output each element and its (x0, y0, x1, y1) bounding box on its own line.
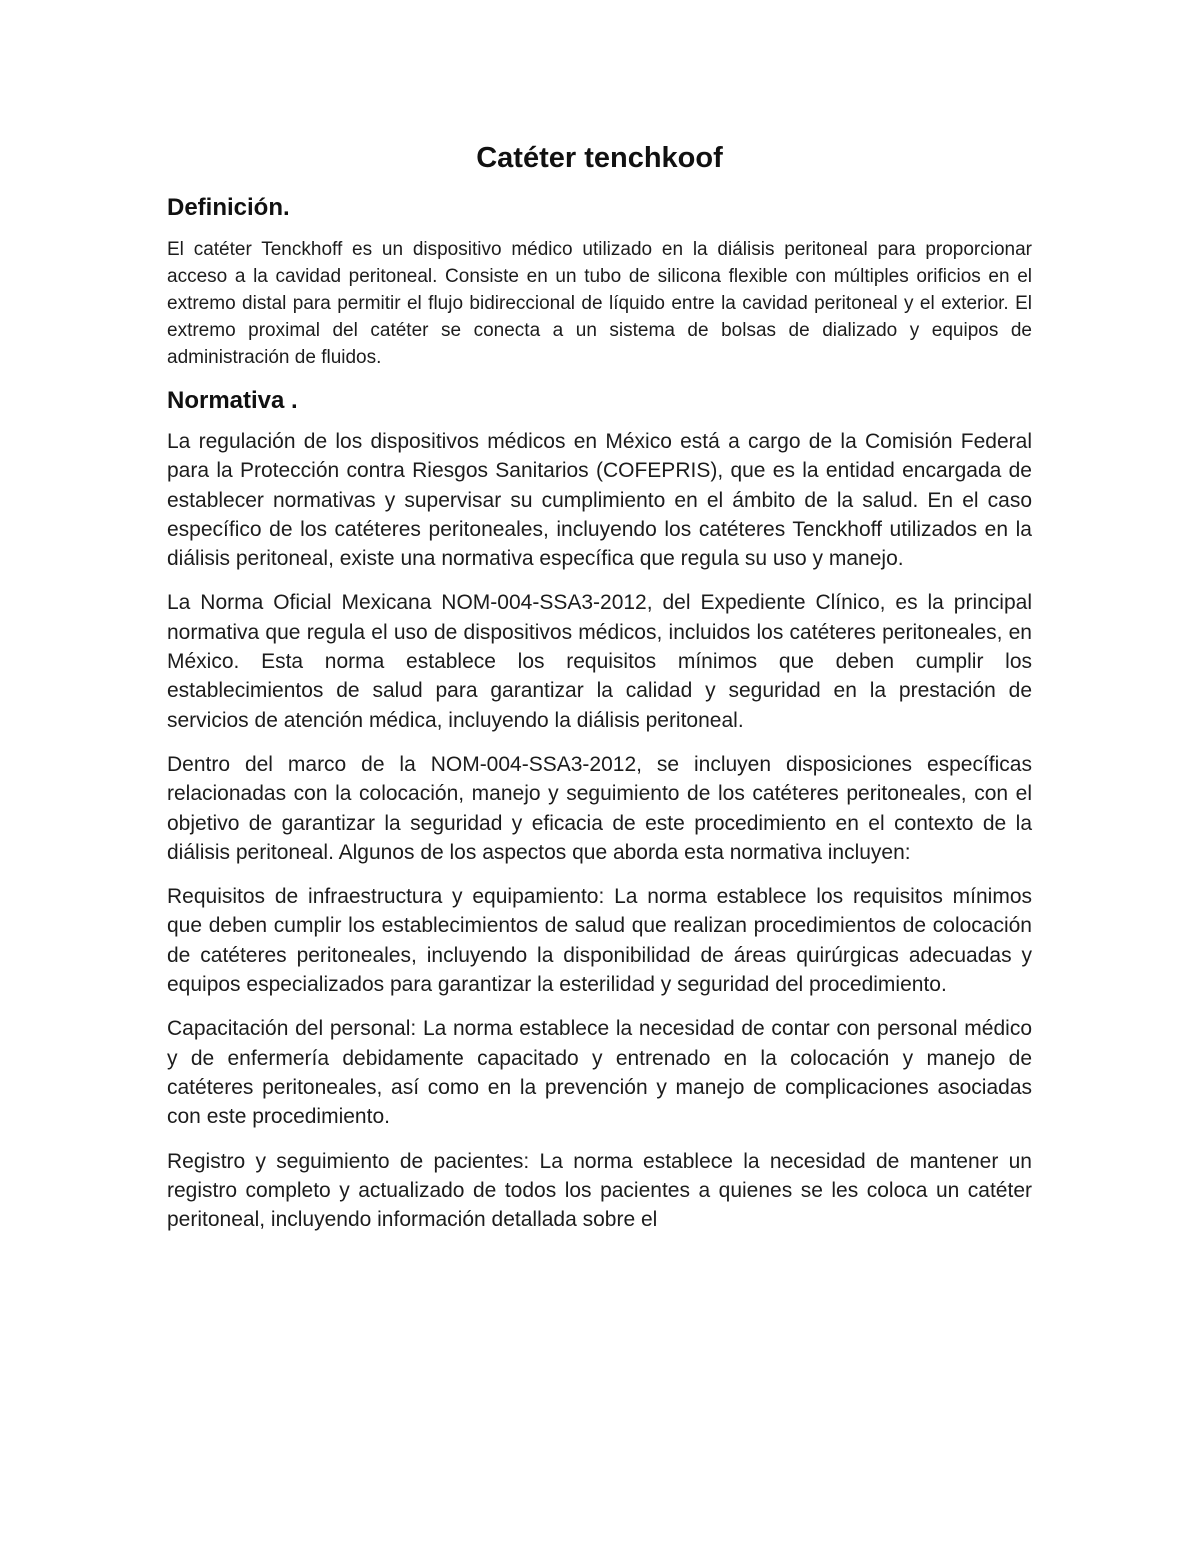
paragraph-registro: Registro y seguimiento de pacientes: La norma establece la necesidad de mantener un registro completo y actualizado de todos los pacientes a quienes se les coloca un catéter peritoneal, incluyendo información detallada sobre el (167, 1149, 1032, 1232)
paragraph-normativa-2: La Norma Oficial Mexicana NOM-004-SSA3-2012, del Expediente Clínico, es la principal normativa que regula el uso de dispositivos médicos, incluidos los catéteres peritoneales, en México. Esta norma establece los requisitos mínimos que deben cumplir los establecimientos de salud para garantizar la calidad y seguridad en la prestación de servicios de atención médica, incluyendo la diálisis peritoneal. (167, 591, 1032, 732)
paragraph-capacitacion: Capacitación del personal: La norma establece la necesidad de contar con personal médico y de enfermería debidamente capacitado y entrenado en la colocación y manejo de catéteres peritoneales, así como en la prevención y manejo de complicaciones asociadas con este procedimiento. (167, 1017, 1032, 1129)
paragraph-normativa-1: La regulación de los dispositivos médicos en México está a cargo de la Comisión Federal para la Protección contra Riesgos Sanitarios (COFEPRIS), que es la entidad encargada de establecer normativas y supervisar su cumplimiento en el ámbito de la salud. En el caso específico de los catéteres peritoneales, incluyendo los catéteres Tenckhoff utilizados en la diálisis peritoneal, existe una normativa específica que regula su uso y manejo. (167, 430, 1032, 571)
paragraph-infraestructura: Requisitos de infraestructura y equipamiento: La norma establece los requisitos mínimos que deben cumplir los establecimientos de salud que realizan procedimientos de colocación de catéteres peritoneales, incluyendo la disponibilidad de áreas quirúrgicas adecuadas y equipos especializados para garantizar la esterilidad y seguridad del procedimiento. (167, 885, 1032, 997)
document-title: Catéter tenchkoof (476, 142, 723, 174)
section-heading-normativa: Normativa . (167, 387, 298, 414)
paragraph-normativa-3: Dentro del marco de la NOM-004-SSA3-2012, se incluyen disposiciones específicas relacionadas con la colocación, manejo y seguimiento de los catéteres peritoneales, con el objetivo de garantizar la seguridad y eficacia de este procedimiento en el contexto de la diálisis peritoneal. Algunos de los aspectos que aborda esta normativa incluyen: (167, 752, 1032, 864)
section-heading-definicion: Definición. (167, 194, 290, 221)
document-content (167, 138, 1032, 1234)
paragraph-definicion: El catéter Tenckhoff es un dispositivo médico utilizado en la diálisis peritoneal para proporcionar acceso a la cavidad peritoneal. Consiste en un tubo de silicona flexible con múltiples orificios en el extremo distal para permitir el flujo bidireccional de líquido entre la cavidad peritoneal y el exterior. El extremo proximal del catéter se conecta a un sistema de bolsas de dializado y equipos de administración de fluidos. (167, 239, 1032, 368)
